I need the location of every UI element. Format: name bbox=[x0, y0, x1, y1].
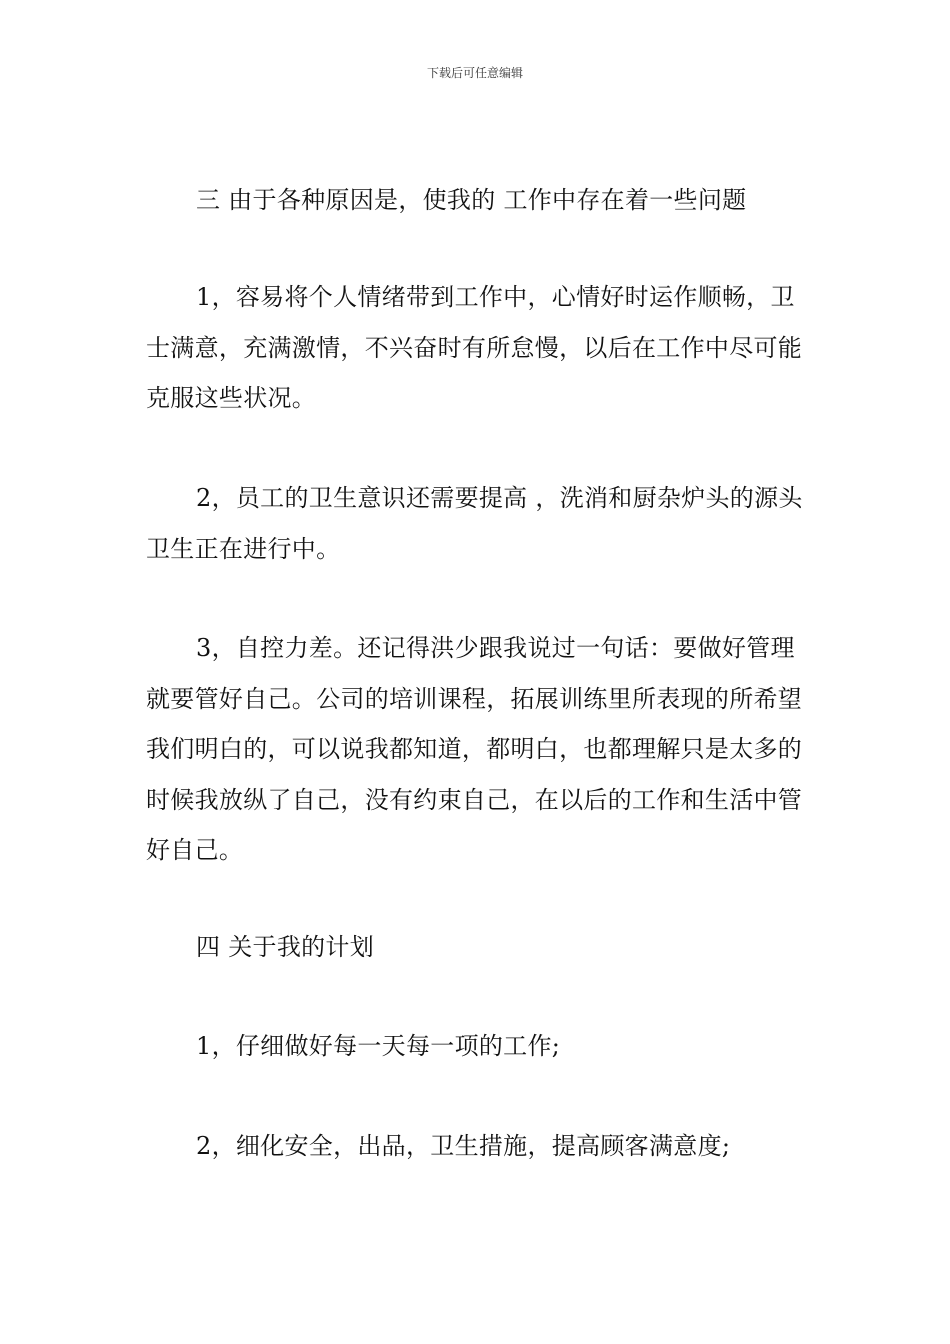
section-4-heading: 四 关于我的计划 bbox=[196, 933, 375, 961]
section-3-heading: 三 由于各种原因是，使我的 工作中存在着一些问题 bbox=[196, 186, 747, 214]
section-4-item-1: 1，仔细做好每一天每一项的工作; bbox=[196, 1032, 561, 1060]
section-3-item-1: 1，容易将个人情绪带到工作中，心情好时运作顺畅，卫士满意，充满激情，不兴奋时有所怠慢，以后在工作中尽可能克服这些状况。 bbox=[146, 283, 803, 412]
page-header-note: 下载后可任意编辑 bbox=[426, 66, 523, 80]
section-3-item-2: 2，员工的卫生意识还需要提高 ，洗消和厨杂炉头的源头卫生正在进行中。 bbox=[146, 484, 803, 563]
section-3-item-3: 3，自控力差。还记得洪少跟我说过一句话：要做好管理就要管好自己。公司的培训课程，拓展训练里所表现的所希望我们明白的，可以说我都知道，都明白，也都理解只是太多的时候我放纵了自己，没有约束自己，在以后的工作和生活中管好自己。 bbox=[146, 634, 803, 864]
section-4-item-2: 2，细化安全，出品，卫生措施，提高顾客满意度; bbox=[196, 1132, 731, 1160]
